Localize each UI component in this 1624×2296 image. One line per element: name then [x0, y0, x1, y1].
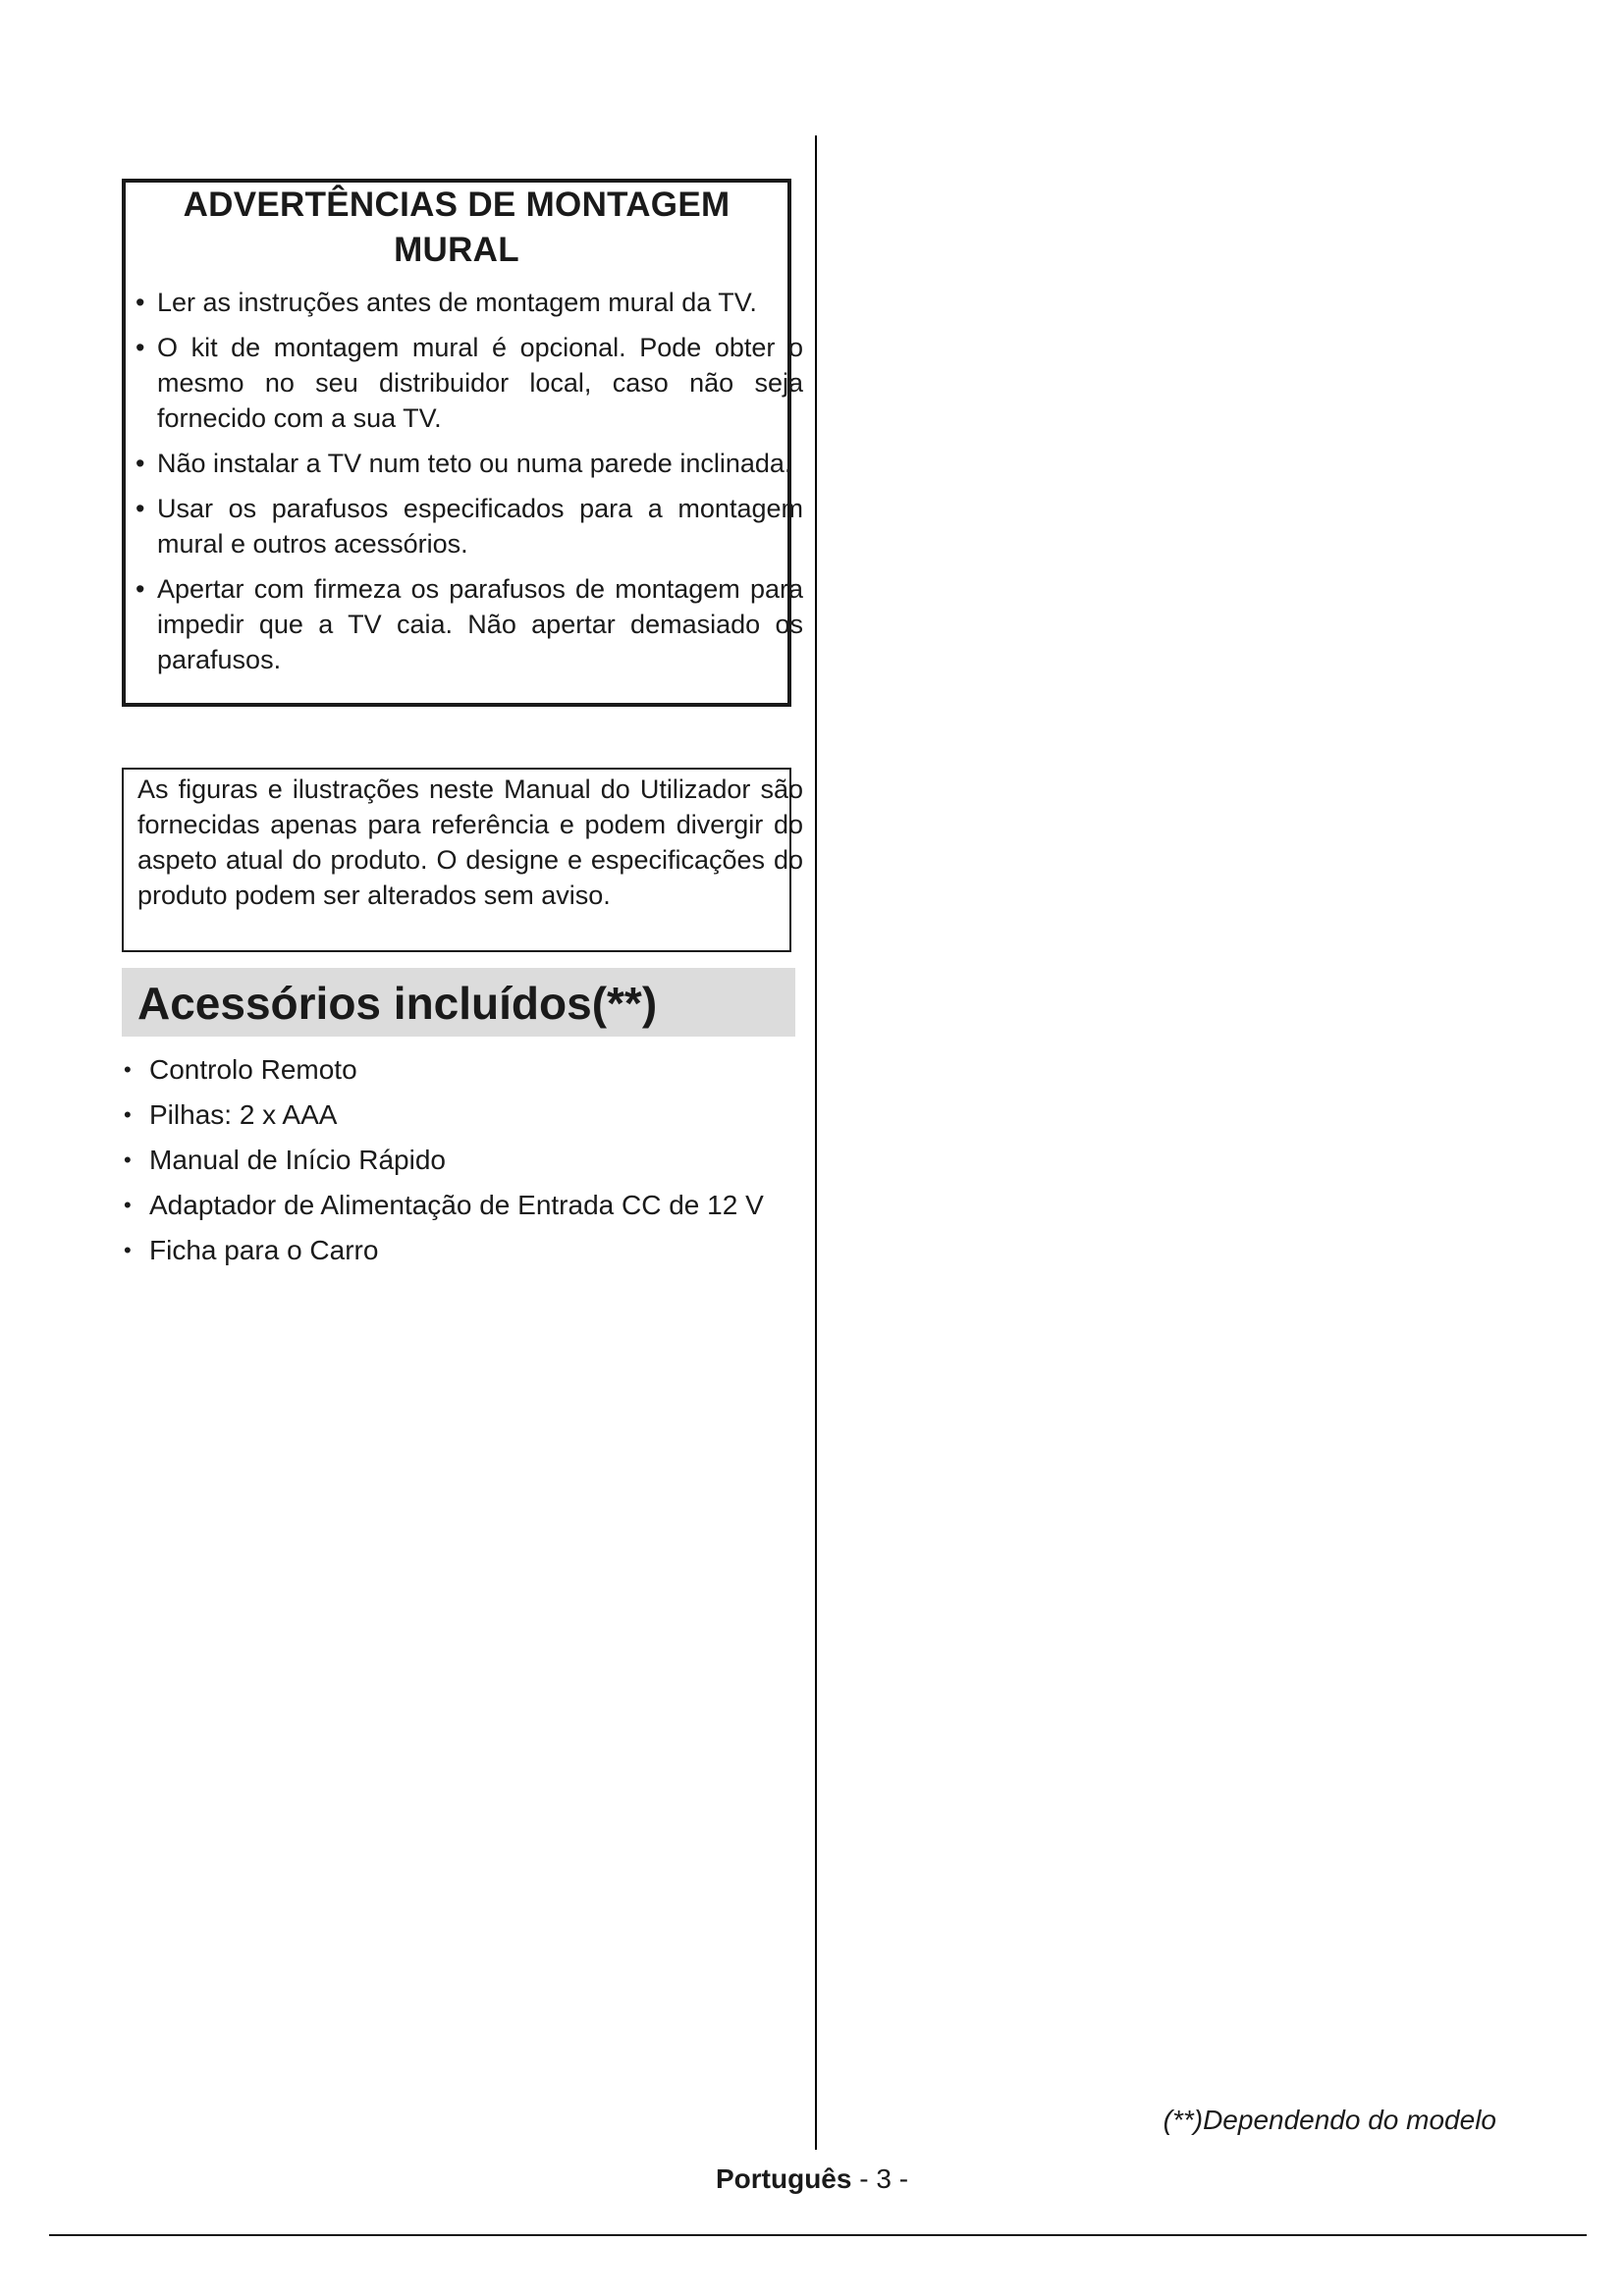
warning-title-line-1: ADVERTÊNCIAS DE MONTAGEM	[183, 186, 731, 224]
accessory-item: • Manual de Início Rápido	[124, 1143, 764, 1188]
column-divider	[815, 135, 817, 2150]
accessory-item: • Ficha para o Carro	[124, 1233, 764, 1278]
warning-title-line-2: MURAL	[394, 231, 519, 269]
accessories-section-title: Acessórios incluídos(**)	[137, 978, 658, 1029]
footer-rule	[49, 2234, 1587, 2236]
wall-mount-warning-list	[135, 285, 803, 687]
page-footer	[0, 2162, 1624, 2197]
warning-item: • O kit de montagem mural é opcional. Pode obter o mesmo no seu distribuidor local, caso não seja fornecido com a sua TV.	[135, 330, 803, 436]
accessory-item: • Adaptador de Alimentação de Entrada CC de 12 V	[124, 1188, 764, 1233]
warning-item: • Ler as instruções antes de montagem mural da TV.	[135, 285, 803, 320]
warning-item: • Usar os parafusos especificados para a montagem mural e outros acessórios.	[135, 491, 803, 561]
accessory-item: • Controlo Remoto	[124, 1052, 764, 1097]
illustration-note-text: As figuras e ilustrações neste Manual do Utilizador são fornecidas apenas para referência e podem divergir do aspeto atual do produto. O designe e especificações do produto podem ser alterados sem aviso.	[137, 774, 803, 910]
warning-item: • Apertar com firmeza os parafusos de montagem para impedir que a TV caia. Não apertar demasiado os parafusos.	[135, 571, 803, 677]
warning-item: • Não instalar a TV num teto ou numa parede inclinada.	[135, 446, 803, 481]
accessories-list	[124, 1052, 764, 1278]
accessory-item: • Pilhas: 2 x AAA	[124, 1097, 764, 1143]
footer-page-number: - 3 -	[851, 2163, 909, 2194]
model-footnote: (**)Dependendo do modelo	[1163, 2105, 1496, 2135]
footer-language: Português	[715, 2163, 852, 2194]
wall-mount-warning-title	[122, 183, 791, 273]
